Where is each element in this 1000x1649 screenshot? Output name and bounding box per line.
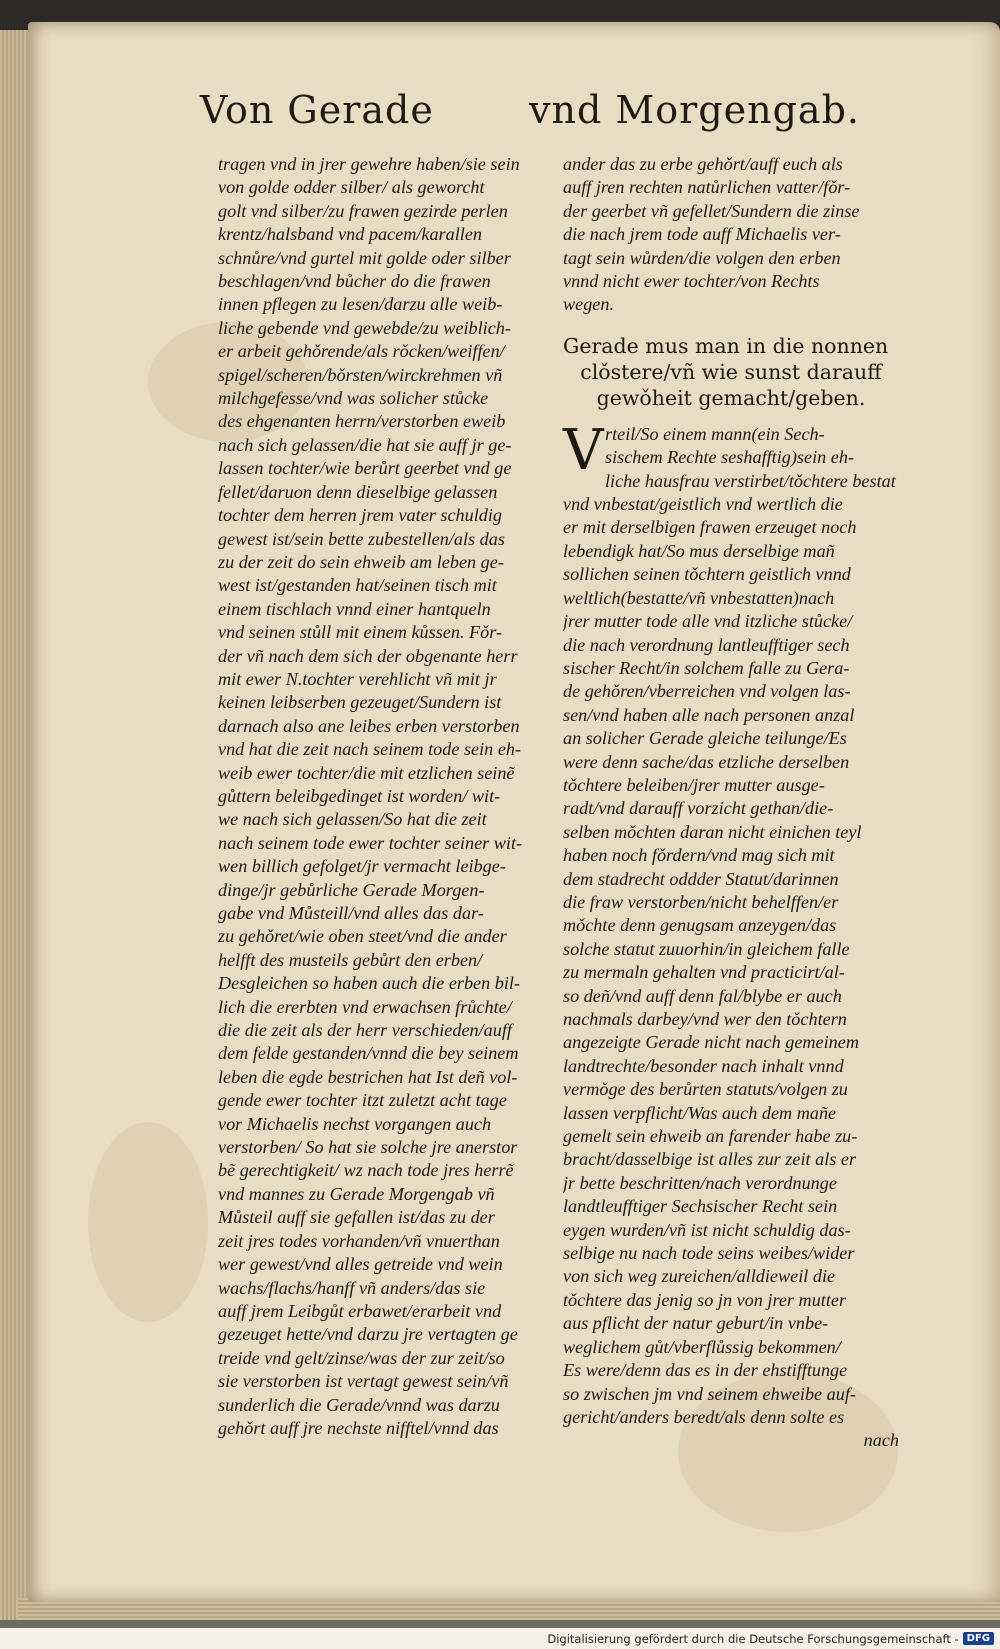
catchword: nach (863, 1430, 899, 1451)
text-line: eygen wurden/vñ ist nicht schuldig das- (563, 1219, 851, 1240)
text-line: von golde odder silber/ als geworcht (218, 177, 485, 198)
text-line: wachs/flachs/hanff vñ anders/das sie (218, 1277, 486, 1298)
text-line: we nach sich gelassen/So hat die zeit (218, 809, 487, 830)
text-line: des ehgenanten herrn/verstorben eweib (218, 411, 506, 432)
text-line: die fraw verstorben/nicht behelffen/er (563, 891, 839, 912)
text-line: spigel/scheren/bǒrsten/wirckrehmen vñ (218, 364, 503, 385)
text-line: lassen verpflicht/Was auch dem mañe (563, 1102, 837, 1123)
text-line: milchgefesse/vnd was solicher stůcke (218, 388, 489, 409)
text-line: radt/vnd darauff vorzicht gethan/die- (563, 798, 834, 819)
section-heading (563, 333, 899, 411)
text-line: lassen tochter/wie berůrt geerbet vnd ge (218, 458, 512, 479)
right-text-column (563, 153, 899, 1453)
text-line: gewǒheit gemacht/geben. (596, 385, 866, 410)
header-left: Von Gerade (200, 88, 434, 132)
dfg-logo: DFG (963, 1632, 994, 1645)
running-header (200, 88, 860, 132)
text-line: schnůre/vnd gurtel mit golde oder silber (218, 247, 511, 268)
text-line: de gehǒren/vberreichen vnd volgen las- (563, 681, 851, 702)
text-line: liche gebende vnd gewebde/zu weiblich- (218, 317, 511, 338)
text-line: haben noch fǒrdern/vnd mag sich mit (563, 845, 835, 866)
text-line: gehǒrt auff jre nechste nifftel/vnnd das (218, 1417, 499, 1438)
text-line: jr bette beschritten/nach verordnunge (563, 1172, 837, 1193)
text-line: were denn sache/das etzliche derselben (563, 751, 850, 772)
text-line: nach seinem tode ewer tochter seiner wit- (218, 832, 523, 853)
text-line: liche hausfrau verstirbet/tǒchtere bestat (605, 470, 896, 491)
text-line: Gerade mus man in die nonnen (563, 333, 889, 358)
text-line: der vñ nach dem sich der obgenante herr (218, 645, 518, 666)
text-line: helfft des musteils gebůrt den erben/ (218, 949, 483, 970)
text-line: vermǒge des berůrten statuts/volgen zu (563, 1079, 848, 1100)
text-line: sischem Rechte seshafftig)sein eh- (605, 447, 854, 468)
text-line: weglichem gůt/vberflůssig bekommen/ (563, 1336, 841, 1357)
text-line: gemelt sein ehweib an farender habe zu- (563, 1126, 858, 1147)
text-line: zu gehǒret/wie oben steet/vnd die ander (218, 926, 507, 947)
digitization-credit-bar (0, 1628, 1000, 1649)
text-line: landtleufftiger Sechsischer Recht sein (563, 1196, 838, 1217)
text-line: vnd mannes zu Gerade Morgengab vñ (218, 1183, 495, 1204)
text-line: mit ewer N.tochter verehlicht vñ mit jr (218, 668, 497, 689)
text-line: jrer mutter tode alle vnd itzliche stůcke/ (563, 611, 853, 632)
credit-text: Digitalisierung gefördert durch die Deutsche Forschungsgemeinschaft - (547, 1631, 959, 1646)
right-column-top-text (563, 153, 899, 317)
text-line: von sich weg zureichen/alldieweil die (563, 1266, 836, 1287)
text-line: beschlagen/vnd bůcher do die frawen (218, 271, 491, 292)
text-line: tǒchtere das jenig so jn von jrer mutter (563, 1289, 847, 1310)
text-line: angezeigte Gerade nicht nach gemeinem (563, 1032, 859, 1053)
text-line: sollichen seinen tǒchtern geistlich vnnd (563, 564, 851, 585)
text-line: sunderlich die Gerade/vnnd was darzu (218, 1394, 500, 1415)
text-line: landtrechte/besonder nach inhalt vnnd (563, 1055, 844, 1076)
text-line: sischer Recht/in solchem falle zu Gera- (563, 657, 850, 678)
text-line: tagt sein wůrden/die volgen den erben (563, 247, 841, 268)
text-line: leben die egde bestrichen hat Ist deñ vol- (218, 1066, 518, 1087)
text-line: ander das zu erbe gehǒrt/auff euch als (563, 154, 843, 174)
text-line: der geerbet vñ gefellet/Sundern die zinse (563, 200, 860, 221)
text-line: weltlich(bestatte/vñ vnbestatten)nach (563, 587, 835, 608)
text-line: so deñ/vnd auff denn fal/blybe er auch (563, 985, 842, 1006)
text-line: dem felde gestanden/vnnd die bey seinem (218, 1043, 519, 1064)
text-line: clǒstere/vñ wie sunst darauff (580, 359, 882, 384)
text-line: tǒchtere beleiben/jrer mutter ausge- (563, 774, 825, 795)
text-line: gůttern beleibgedinget ist worden/ wit- (218, 785, 501, 806)
text-line: nachmals darbey/vnd wer den tǒchtern (563, 1009, 847, 1029)
text-line: nach sich gelassen/die hat sie auff jr ge- (218, 434, 512, 455)
text-line: keinen leibserben gezeuget/Sundern ist (218, 692, 502, 713)
text-line: so zwischen jm vnd seinem ehweibe auf- (563, 1383, 856, 1404)
text-line: mǒchte denn genugsam anzeygen/das (563, 915, 837, 936)
text-line: bẽ gerechtigkeit/ wz nach tode jres herrẽ (218, 1160, 514, 1181)
text-line: selbige nu nach tode seins weibes/wider (563, 1243, 855, 1264)
text-line: gende ewer tochter itzt zuletzt acht tage (218, 1090, 507, 1111)
left-text-column (218, 153, 554, 1440)
text-line: gezeuget hette/vnd darzu jre vertagten ge (218, 1324, 518, 1345)
initial-paragraph (563, 417, 899, 493)
text-line: vnd hat die zeit nach seinem tode sein eh- (218, 739, 522, 760)
text-line: golt vnd silber/zu frawen gezirde perlen (218, 200, 508, 221)
text-line: west ist/gestanden hat/seinen tisch mit (218, 575, 497, 596)
text-line: bracht/dasselbige ist alles zur zeit als er (563, 1149, 857, 1170)
header-right: vnd Morgengab. (529, 88, 860, 132)
text-line: solche statut zuuorhin/in gleichem falle (563, 938, 850, 959)
text-line: Desgleichen so haben auch die erben bil- (218, 973, 521, 994)
initial-lines (563, 417, 899, 493)
text-line: vnd seinen stůll mit einem kůssen. Fǒr- (218, 622, 503, 643)
text-line: die nach verordnung lantleufftiger sech (563, 634, 850, 655)
text-line: tragen vnd in jrer gewehre haben/sie sein (218, 154, 520, 174)
text-line: sie verstorben ist vertagt gewest sein/vñ (218, 1371, 509, 1392)
book-fore-edge (0, 30, 30, 1620)
text-line: gewest ist/sein bette zubestellen/als das (218, 528, 505, 549)
text-line: dem stadrecht oddder Statut/darinnen (563, 868, 839, 889)
text-line: zu der zeit do sein ehweib am leben ge- (218, 551, 504, 572)
text-line: auff jren rechten natůrlichen vatter/fǒr- (563, 177, 851, 198)
text-line: vor Michaelis nechst vorgangen auch (218, 1113, 492, 1134)
text-line: die die zeit als der herr verschieden/auff (218, 1020, 512, 1041)
text-line: fellet/daruon denn dieselbige gelassen (218, 481, 498, 502)
text-line: zu mermaln gehalten vnd practicirt/al- (563, 962, 845, 983)
text-line: verstorben/ So hat sie solche jre anerstor (218, 1137, 518, 1158)
text-line: gabe vnd Můsteill/vnd alles das dar- (218, 903, 484, 923)
text-line: einem tischlach vnnd einer hantqueln (218, 598, 491, 619)
text-line: lich die ererbten vnd erwachsen frůchte/ (218, 996, 512, 1017)
text-line: Es were/denn das es in der ehstifftunge (563, 1360, 848, 1381)
text-line: vnnd nicht ewer tochter/von Rechts (563, 271, 820, 292)
text-line: er mit derselbigen frawen erzeuget noch (563, 517, 857, 538)
text-line: vnd vnbestat/geistlich vnd wertlich die (563, 494, 843, 515)
text-line: zeit jres todes vorhanden/vñ vnuerthan (218, 1230, 500, 1251)
text-line: die nach jrem tode auff Michaelis ver- (563, 224, 841, 245)
text-line: sen/vnd haben alle nach personen anzal (563, 704, 855, 725)
text-line: auff jrem Leibgůt erbawet/erarbeit vnd (218, 1300, 502, 1321)
text-line: selben mǒchten daran nicht einichen teyl (563, 821, 862, 842)
text-line: rteil/So einem mann(ein Sech- (605, 423, 825, 444)
text-line: aus pflicht der natur geburt/in vnbe- (563, 1313, 829, 1334)
right-column-body-text (563, 493, 899, 1429)
text-line: lebendigk hat/So mus derselbige mañ (563, 540, 835, 561)
decorated-initial: V (563, 417, 604, 483)
text-line: wer gewest/vnd alles getreide vnd wein (218, 1254, 503, 1275)
text-line: wen billich gefolget/jr vermacht leibge- (218, 856, 506, 877)
text-line: Můsteil auff sie gefallen ist/das zu der (218, 1207, 495, 1228)
text-line: innen pflegen zu lesen/darzu alle weib- (218, 294, 503, 315)
text-line: tochter dem herren jrem vater schuldig (218, 505, 503, 526)
text-line: krentz/halsband vnd pacem/karallen (218, 224, 483, 245)
text-line: gericht/anders beredt/als denn solte es (563, 1406, 845, 1427)
text-line: an solicher Gerade gleiche teilunge/Es (563, 728, 847, 749)
text-line: wegen. (563, 294, 615, 315)
text-line: darnach also ane leibes erben verstorben (218, 715, 520, 736)
text-line: treide vnd gelt/zinse/was der zur zeit/so (218, 1347, 505, 1368)
text-line: dinge/jr gebůrliche Gerade Morgen- (218, 879, 485, 900)
text-line: weib ewer tochter/die mit etzlichen seinẽ (218, 762, 515, 783)
text-line: er arbeit gehǒrende/als rǒcken/weiffen/ (218, 341, 505, 362)
